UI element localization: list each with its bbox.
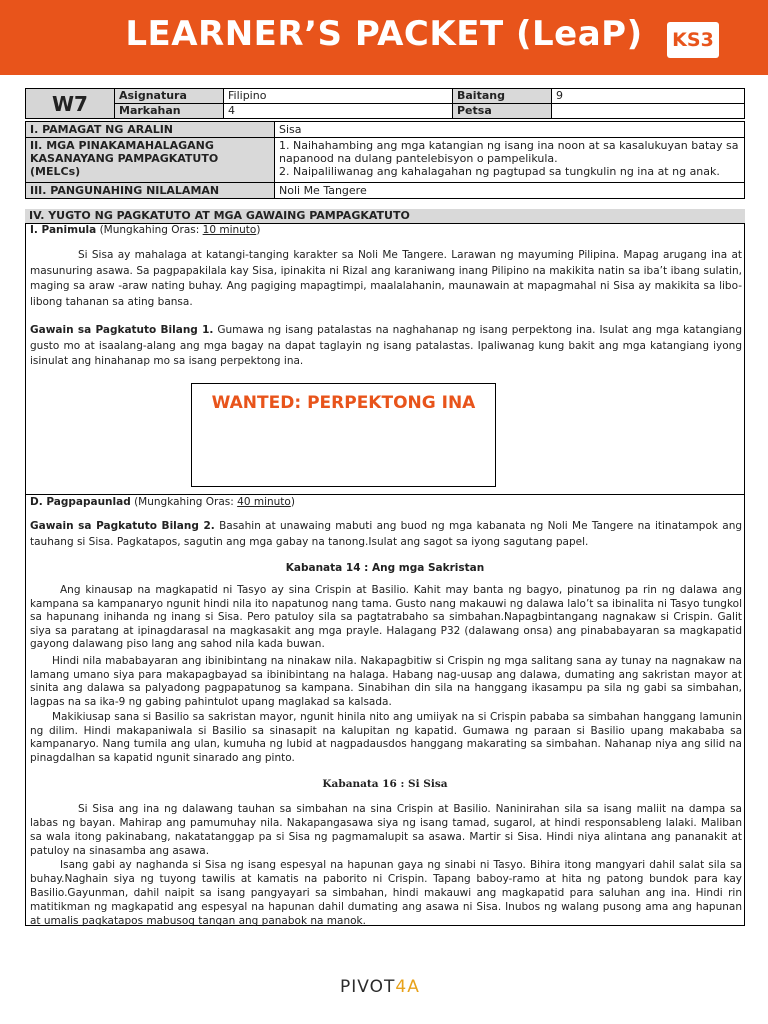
markahan-value: 4 [224,104,453,119]
kabanata14-p2: Hindi nila mababayaran ang ibinibintang na ninakaw nila. Nakapagbitiw si Crispin ng mga salitang sana ay tunay na nagnakaw na lamang umano siya para makapagbayad sa ibinibintang na halaga. Habang nag-uusap ang dalawa, dumating ang sakristan mayor at sinita ang dalawa sa palyadong pagpapatunog sa kampana. Sinabihan din sila na hanggang ikasampu pa sila ng gabi sa simbahan, lagpas na sa ika-9 ng gabing pahintulot upang maglakad sa kalsada. [30,655,742,708]
melcs-item-1: 1. Naihahambing ang mga katangian ng isang ina noon at sa kasalukuyan batay sa napanood na dulang pantelebisyon o pampelikula. [279,139,739,165]
gawain1 [30,323,742,370]
info-table [25,88,745,119]
melcs-value [275,138,745,183]
pagpapaunlad-time-prefix: (Mungkahing Oras: [134,496,238,508]
week-label: W7 [26,89,115,119]
divider [25,494,745,495]
asignatura-value: Filipino [224,89,453,104]
kabanata16-p1: Si Sisa ang ina ng dalawang tauhan sa simbahan na sina Crispin at Basilio. Naninirahan sila sa isang maliit na dampa sa labas ng bayan. Mahirap ang pamumuhay nila. Nakapangasawa siya ng isang tamad, sugarol, at hindi responsableng lalaki. Maliban sa wala itong pakinabang, nakatatanggap pa si Sisa ng pagmamalupit sa asawa. Martir si Sisa. Hindi niya alintana ang pananakit at patuloy na sinasamba ang asawa. [30,803,742,857]
panimula-paragraph: Si Sisa ay mahalaga at katangi-tanging karakter sa Noli Me Tangere. Larawan ng mayuming Pilipina. Mapag arugang ina at masunuring asawa. Sa pagpapakilala kay Sisa, ipinakita ni Rizal ang karaniwang inang Pilipino na makikita natin sa iba’t ibang sulatin, maging sa araw -araw nating buhay. Ang pagiging mapagtimpi, maalalahanin, maunawain at mapagmahal ni Sisa ay makikita sa libo-libong tahanan sa ating bansa. [30,249,742,308]
pagpapaunlad-title: D. Pagpapaunlad [30,496,131,508]
nilalaman-label: III. PANGUNAHING NILALAMAN [26,183,275,199]
kabanata16-title: Kabanata 16 : Si Sisa [322,778,448,790]
pamagat-value: Sisa [275,122,745,138]
logo-accent: 4A [395,977,420,997]
gawain2-text: Basahin at unawaing mabuti ang buod ng mga kabanata ng Noli Me Tangere na itinatampok ang tauhang si Sisa. Pagkatapos, sagutin ang mga gabay na tanong.Isulat ang sagot sa iyong sagutang papel. [30,520,743,548]
ks-badge: KS3 [667,22,719,58]
gawain2 [30,519,742,550]
petsa-label: Petsa [453,104,552,119]
pagpapaunlad-heading [30,496,295,508]
pamagat-label: I. PAMAGAT NG ARALIN [26,122,275,138]
pivot-logo [340,977,420,997]
panimula-time: 10 minuto [202,224,257,236]
melcs-label: II. MGA PINAKAMAHALAGANG KASANAYANG PAMPAGKATUTO (MELCs) [26,138,275,183]
asignatura-label: Asignatura [115,89,224,104]
yugto-heading: IV. YUGTO NG PAGKATUTO AT MGA GAWAING PAMPAGKATUTO [25,209,745,224]
kabanata16-p2: Isang gabi ay naghanda si Sisa ng isang espesyal na hapunan gaya ng sinabi ni Tasyo. Bihira itong mangyari dahil salat sila sa buhay.Naghain siya ng tuyong tawilis at kamatis na paborito ni Crispin. Tapang baboy-ramo at hita ng patong bundok para kay Basilio.Gayunman, dahil naipit sa isang pangyayari sa simbahan, hindi makauwi ang magkapatid para saluhan ang ina. Hindi rin matitikman ng magkapatid ang espesyal na hapunan dahil dumating ang asawa ni Sisa. Inubos ng walang pusong ama ang hapunan at umalis pagkatapos mabusog tangan ang panabok na manok. [30,859,742,927]
kabanata14-p1: Ang kinausap na magkapatid ni Tasyo ay sina Crispin at Basilio. Kahit may banta ng bagyo, pinatunog pa rin ng dalawa ang kampana sa kampanaryo ngunit hindi nila ito napatunog nang tama. Gusto nang makauwi ng dalawa lalo’t sa ibinalita ni Tasyo tungkol sa hapunang inihanda ng inang si Sisa. Pero patuloy sila sa pagtatrabaho sa simbahan.Napagbintangang nagnakaw si Crispin. Galit siya sa paratang at ipinagdarasal na magkasakit ang mga prayle. Halagang P32 (dalawang onsa) ang pinababayaran sa magkapatid gayong dalawang piso lang ang sahod nila kada buwan. [30,584,742,650]
petsa-value [552,104,745,119]
gawain1-label: Gawain sa Pagkatuto Bilang 1. [30,324,214,336]
gawain2-label: Gawain sa Pagkatuto Bilang 2. [30,520,215,532]
panimula-time-suffix: ) [256,224,261,236]
kabanata14-p3: Makikiusap sana si Basilio sa sakristan mayor, ngunit hinila nito ang umiiyak na si Crispin pababa sa simbahan hanggang lamunin ng dilim. Hindi makapaniwala si Basilio sa sinasapit na kalupitan ng kapatid. Gumawa ng paraan si Basilio upang makababa sa kampanaryo. Nang tumila ang ulan, kumuha ng lubid at nagpadausdos hanggang makarating sa simbahan. Nahanap niya ang silid na pinagdalhan sa kapatid ngunit sinarado ang pinto. [30,711,742,764]
lesson-table [25,121,745,199]
wanted-answer-box[interactable] [191,383,496,487]
gawain1-text: Gumawa ng isang patalastas na naghahanap ng isang perpektong ina. Isulat ang mga katangiang gusto mo at isaalang-alang ang mga bagay na dapat taglayin ng isang patalastas. Ipaliwanag kung bakit ang mga katangiang iyong isinulat ang hinahanap mo sa isang perpektong ina. [30,324,742,367]
kabanata14-title: Kabanata 14 : Ang mga Sakristan [285,562,485,574]
wanted-title: WANTED: PERPEKTONG INA [211,393,476,413]
nilalaman-value: Noli Me Tangere [275,183,745,199]
logo-main: PIVOT [340,977,396,997]
markahan-label: Markahan [115,104,224,119]
pagpapaunlad-time: 40 minuto [237,496,291,508]
panimula-time-prefix: (Mungkahing Oras: [99,224,203,236]
banner-title: LEARNER’S PACKET (LeaP) [125,14,643,54]
panimula-title: I. Panimula [30,224,97,236]
pagpapaunlad-time-suffix: ) [290,496,295,508]
baitang-value: 9 [552,89,745,104]
baitang-label: Baitang [453,89,552,104]
panimula-heading [30,224,260,236]
melcs-item-2: 2. Naipaliliwanag ang kahalagahan ng pagtupad sa tungkulin ng ina at ng anak. [279,165,720,178]
header-banner [0,0,768,75]
